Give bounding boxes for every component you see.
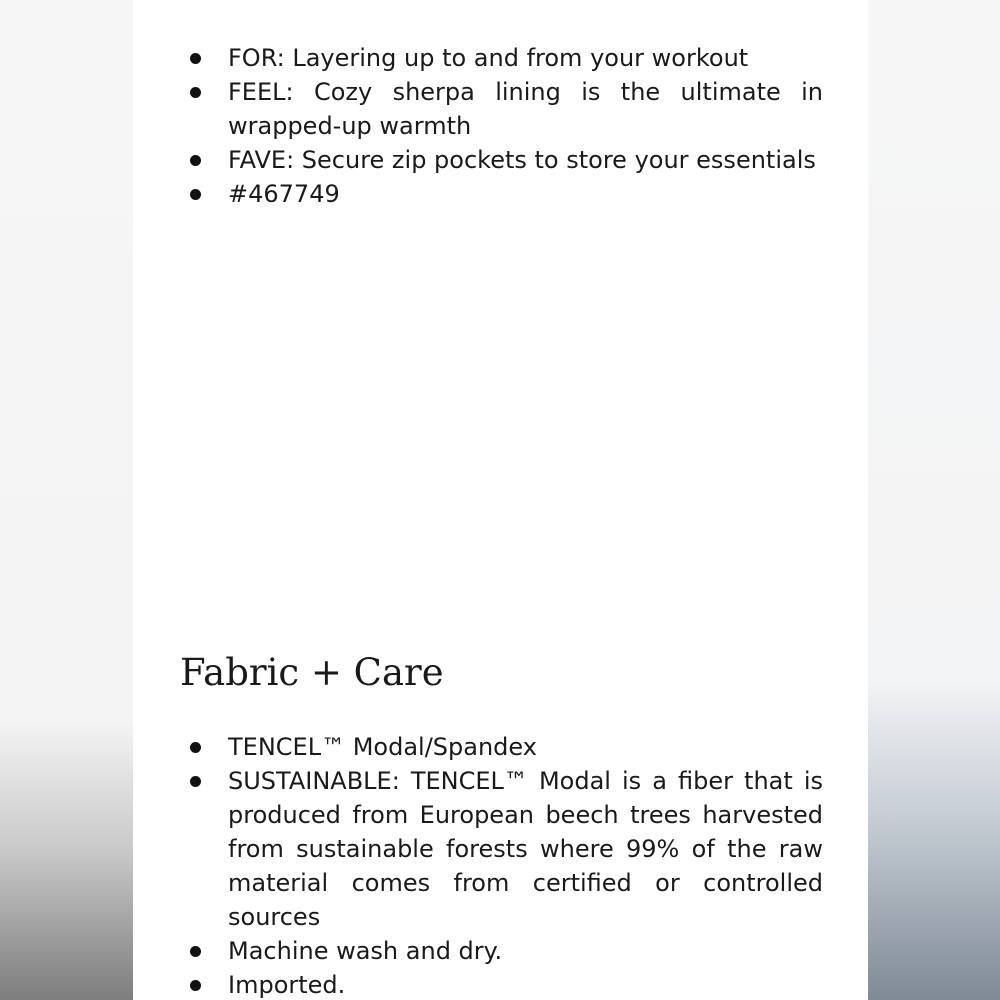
care-instructions: Machine wash and dry. bbox=[228, 937, 503, 965]
bullet-icon bbox=[190, 189, 201, 200]
list-item bbox=[190, 730, 823, 764]
bullet-icon bbox=[190, 53, 201, 64]
list-item bbox=[190, 934, 823, 968]
fabric-composition: TENCEL™ Modal/Spandex bbox=[228, 733, 537, 761]
feature-for: FOR: Layering up to and from your workout bbox=[228, 44, 749, 72]
features-list bbox=[190, 41, 823, 211]
origin-note: Imported. bbox=[228, 971, 346, 999]
list-item bbox=[190, 41, 823, 75]
feature-feel: FEEL: Cozy sherpa lining is the ultimate in wrapped-up warmth bbox=[228, 78, 823, 140]
fabric-care-list bbox=[190, 730, 823, 1000]
bullet-icon bbox=[190, 87, 201, 98]
bullet-icon bbox=[190, 946, 201, 957]
list-item bbox=[190, 143, 823, 177]
bullet-icon bbox=[190, 980, 201, 991]
fabric-care-heading: Fabric + Care bbox=[180, 651, 444, 694]
right-background bbox=[868, 0, 1000, 1000]
product-details-card bbox=[133, 0, 868, 1000]
bullet-icon bbox=[190, 776, 201, 787]
list-item bbox=[190, 968, 823, 1000]
feature-fave: FAVE: Secure zip pockets to store your essentials bbox=[228, 146, 816, 174]
list-item bbox=[190, 75, 823, 143]
list-item bbox=[190, 177, 823, 211]
list-item bbox=[190, 764, 823, 934]
style-number: #467749 bbox=[228, 180, 340, 208]
bullet-icon bbox=[190, 742, 201, 753]
bullet-icon bbox=[190, 155, 201, 166]
sustainability-note: SUSTAINABLE: TENCEL™ Modal is a fiber that is produced from European beech trees harvested from sustainable forests where 99% of the raw material comes from certified or controlled sources bbox=[228, 767, 823, 931]
left-background bbox=[0, 0, 133, 1000]
